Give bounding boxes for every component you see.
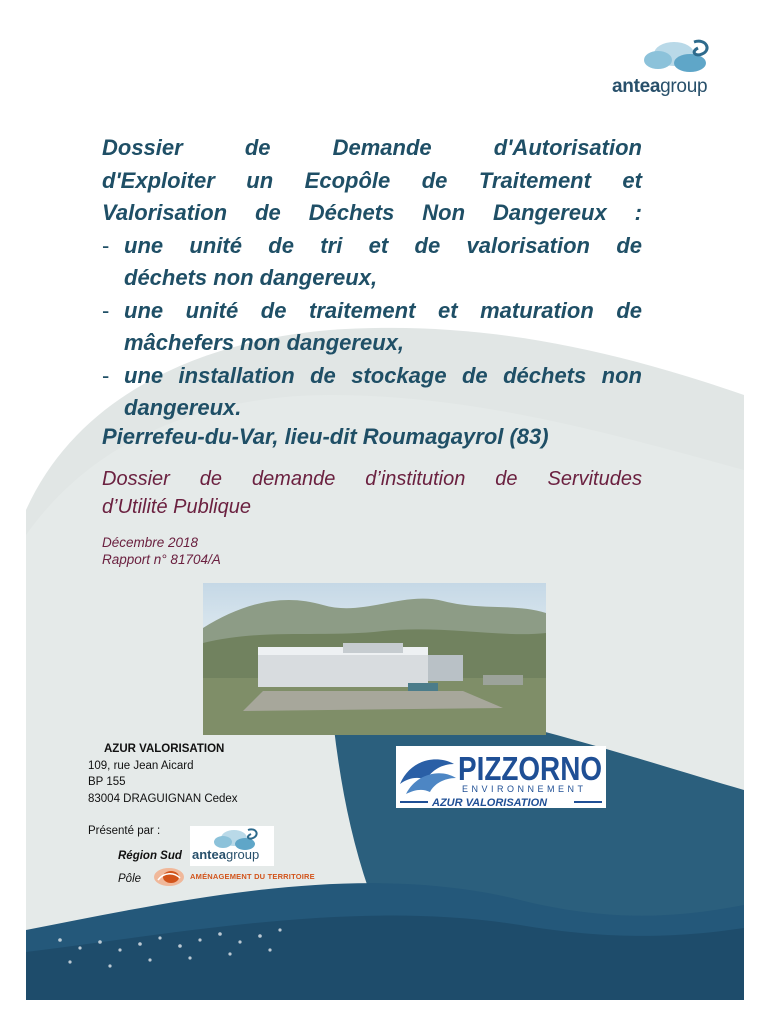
- pizzorno-logo: [396, 746, 606, 808]
- title-list-item: [102, 230, 642, 295]
- anteagroup-logo-small: [190, 826, 274, 866]
- antea-swirl-icon: [612, 36, 736, 80]
- location-heading: Pierrefeu-du-Var, lieu-dit Roumagayrol (83): [102, 424, 549, 449]
- list-dash: -: [102, 297, 110, 323]
- title-list-item: [102, 360, 642, 425]
- title-item-line: déchets non dangereux,: [124, 265, 378, 290]
- pizzorno-environnement: ENVIRONNEMENT: [462, 784, 587, 794]
- anteagroup-logo-text: anteagroup: [612, 76, 708, 97]
- amenagement-text: AMÉNAGEMENT DU TERRITOIRE: [190, 872, 315, 881]
- list-dash: -: [102, 362, 110, 388]
- pole-label: Pôle: [118, 873, 142, 885]
- document-subtitle: [102, 465, 642, 521]
- subtitle-line: d’Utilité Publique: [102, 496, 251, 518]
- title-item-line: dangereux.: [124, 395, 242, 420]
- dolphin-icon: [400, 759, 456, 794]
- title-item-line: une unité de traitement et maturation de: [124, 297, 642, 323]
- title-item-line: une unité de tri et de valorisation de: [124, 232, 642, 258]
- address-bp: BP 155: [88, 776, 126, 788]
- anteagroup-logo: [612, 36, 736, 106]
- subtitle-line: Dossier de demande d’institution de Servitudes: [102, 468, 642, 490]
- amenagement-logo: [150, 866, 330, 888]
- title-list-item: [102, 295, 642, 360]
- list-dash: -: [102, 232, 110, 258]
- address-city: 83004 DRAGUIGNAN Cedex: [88, 792, 238, 805]
- region-label: Région Sud: [118, 850, 182, 862]
- title-line: Valorisation de Déchets Non Dangereux :: [102, 200, 642, 225]
- site-aerial-photo: [203, 583, 546, 735]
- report-number: Rapport n° 81704/A: [102, 552, 221, 567]
- anteagroup-logo-text: anteagroup: [192, 847, 260, 862]
- report-date: Décembre 2018: [102, 535, 199, 550]
- title-item-line: une installation de stockage de déchets non: [124, 362, 642, 388]
- address-street: 109, rue Jean Aicard: [88, 759, 194, 772]
- document-title: [102, 132, 642, 425]
- title-line: d'Exploiter un Ecopôle de Traitement et: [102, 167, 642, 193]
- title-line: Dossier de Demande d'Autorisation: [102, 135, 642, 160]
- presented-by-label: Présenté par :: [88, 825, 161, 837]
- title-item-line: mâchefers non dangereux,: [124, 330, 404, 355]
- pizzorno-name: PIZZORNO: [458, 750, 602, 787]
- company-name: AZUR VALORISATION: [104, 743, 225, 755]
- pizzorno-azur: AZUR VALORISATION: [432, 797, 548, 808]
- report-meta: [102, 534, 221, 568]
- amenagement-icon: [152, 866, 186, 888]
- company-address: [88, 741, 238, 807]
